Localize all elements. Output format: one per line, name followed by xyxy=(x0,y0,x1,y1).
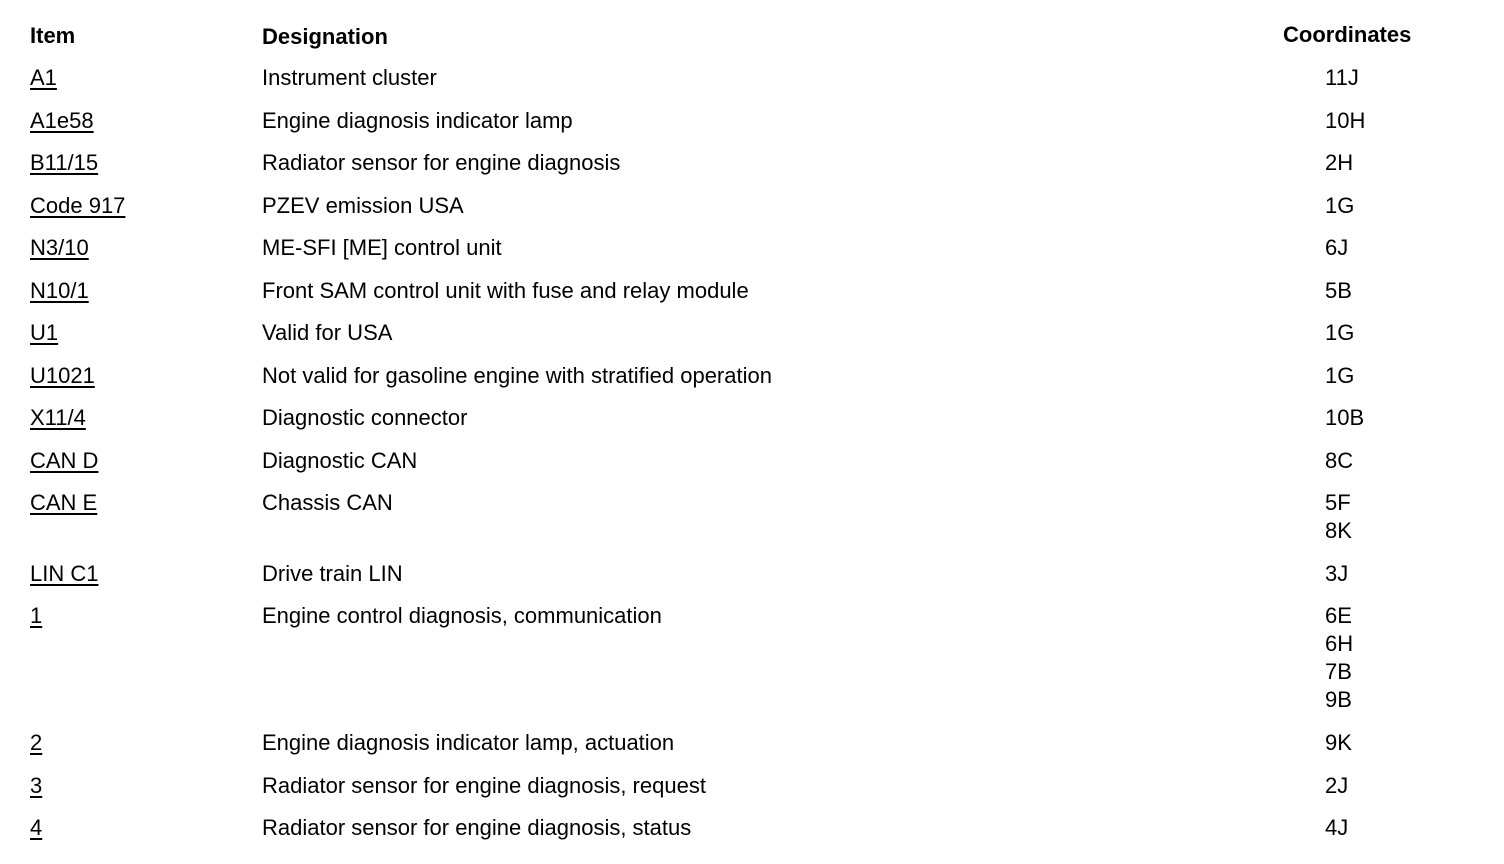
coordinate-value: 5B xyxy=(1325,277,1352,303)
designation-cell: Radiator sensor for engine diagnosis xyxy=(262,150,621,175)
coordinate-value: 10H xyxy=(1325,107,1366,133)
coordinate-value: 5F xyxy=(1325,490,1351,515)
coordinate-value: 6J xyxy=(1325,235,1349,260)
coordinates-cell xyxy=(1325,149,1353,177)
table-row xyxy=(0,277,1504,320)
item-link[interactable]: 1 xyxy=(30,603,43,628)
coordinate-value: 4J xyxy=(1325,815,1349,840)
table-row xyxy=(0,772,1504,815)
table-row xyxy=(0,447,1504,490)
table-row xyxy=(0,192,1504,235)
item-link[interactable]: 4 xyxy=(30,815,43,840)
designation-cell: PZEV emission USA xyxy=(262,192,464,218)
item-link[interactable]: Code 917 xyxy=(30,192,126,218)
coordinates-cell xyxy=(1325,319,1354,347)
item-link[interactable]: N3/10 xyxy=(30,235,89,260)
coordinates-cell xyxy=(1325,729,1352,757)
coordinates-cell xyxy=(1325,602,1353,714)
table-row xyxy=(0,404,1504,447)
designation-cell: Valid for USA xyxy=(262,320,393,345)
coordinate-value: 8K xyxy=(1325,518,1352,543)
coordinate-value: 10B xyxy=(1325,405,1365,430)
designation-cell: Not valid for gasoline engine with stratified operation xyxy=(262,362,772,388)
item-cell xyxy=(30,149,98,177)
designation-cell: ME-SFI [ME] control unit xyxy=(262,235,502,260)
item-link[interactable]: CAN D xyxy=(30,447,99,473)
coordinates-cell xyxy=(1325,362,1354,390)
item-cell xyxy=(30,107,94,135)
table-row xyxy=(0,814,1504,857)
coordinate-value: 7B xyxy=(1325,659,1352,684)
designation-cell: Diagnostic CAN xyxy=(262,447,418,473)
designation-cell: Diagnostic connector xyxy=(262,405,468,430)
coordinate-value: 2H xyxy=(1325,150,1354,175)
item-cell xyxy=(30,234,89,262)
coordinate-value: 1G xyxy=(1325,192,1355,218)
designation-cell: Engine control diagnosis, communication xyxy=(262,603,662,628)
coordinates-cell xyxy=(1325,404,1364,432)
item-link[interactable]: U1 xyxy=(30,320,59,345)
column-header-item: Item xyxy=(30,23,76,48)
item-cell xyxy=(30,64,57,92)
item-link[interactable]: A1e58 xyxy=(30,107,94,133)
coordinates-cell xyxy=(1325,277,1352,305)
item-cell xyxy=(30,277,89,305)
item-cell xyxy=(30,729,42,757)
coordinate-value: 2J xyxy=(1325,772,1349,798)
coordinates-cell xyxy=(1325,489,1352,545)
coordinate-value: 11J xyxy=(1325,65,1359,90)
coordinate-value: 8C xyxy=(1325,447,1354,473)
coordinates-cell xyxy=(1325,447,1353,475)
coordinates-cell xyxy=(1325,234,1348,262)
coordinates-cell xyxy=(1325,772,1348,800)
item-link[interactable]: A1 xyxy=(30,65,57,90)
table-body xyxy=(0,64,1504,857)
table-row xyxy=(0,64,1504,107)
coordinate-value: 9K xyxy=(1325,730,1352,755)
item-link[interactable]: U1021 xyxy=(30,362,95,388)
item-cell xyxy=(30,404,86,432)
item-cell xyxy=(30,560,98,588)
designation-cell: Radiator sensor for engine diagnosis, request xyxy=(262,772,706,798)
table-row xyxy=(0,362,1504,405)
table-row xyxy=(0,319,1504,362)
table-row xyxy=(0,560,1504,603)
table-row xyxy=(0,107,1504,150)
item-link[interactable]: CAN E xyxy=(30,490,98,515)
item-cell xyxy=(30,192,125,220)
table-row xyxy=(0,149,1504,192)
coordinates-cell xyxy=(1325,64,1359,92)
item-cell xyxy=(30,489,97,517)
coordinate-value: 6E xyxy=(1325,603,1352,628)
table-row xyxy=(0,602,1504,729)
coordinate-value: 6H xyxy=(1325,631,1354,656)
coordinates-cell xyxy=(1325,560,1348,588)
designation-cell: Front SAM control unit with fuse and relay module xyxy=(262,277,749,303)
coordinate-value: 1G xyxy=(1325,320,1355,345)
item-cell xyxy=(30,602,42,630)
designation-cell: Radiator sensor for engine diagnosis, status xyxy=(262,815,692,840)
designation-cell: Engine diagnosis indicator lamp, actuation xyxy=(262,730,675,755)
item-cell xyxy=(30,447,98,475)
coordinate-value: 9B xyxy=(1325,687,1352,712)
designation-cell: Chassis CAN xyxy=(262,490,393,515)
coordinate-value: 3J xyxy=(1325,560,1349,586)
item-link[interactable]: 3 xyxy=(30,772,43,798)
column-header-coordinates: Coordinates xyxy=(1283,22,1412,47)
column-header-designation: Designation xyxy=(262,24,388,49)
coordinates-cell xyxy=(1325,107,1365,135)
coordinate-value: 1G xyxy=(1325,362,1355,388)
coordinates-cell xyxy=(1325,192,1354,220)
item-link[interactable]: LIN C1 xyxy=(30,560,99,586)
item-cell xyxy=(30,772,42,800)
item-cell xyxy=(30,319,58,347)
designation-cell: Instrument cluster xyxy=(262,65,437,90)
item-link[interactable]: B11/15 xyxy=(30,150,99,175)
item-link[interactable]: N10/1 xyxy=(30,277,89,303)
item-link[interactable]: 2 xyxy=(30,730,43,755)
designation-cell: Engine diagnosis indicator lamp xyxy=(262,107,573,133)
table-row xyxy=(0,729,1504,772)
item-link[interactable]: X11/4 xyxy=(30,405,86,430)
item-cell xyxy=(30,362,95,390)
coordinates-cell xyxy=(1325,814,1348,842)
table-row xyxy=(0,489,1504,560)
table-row xyxy=(0,234,1504,277)
item-cell xyxy=(30,814,42,842)
designation-cell: Drive train LIN xyxy=(262,560,403,586)
